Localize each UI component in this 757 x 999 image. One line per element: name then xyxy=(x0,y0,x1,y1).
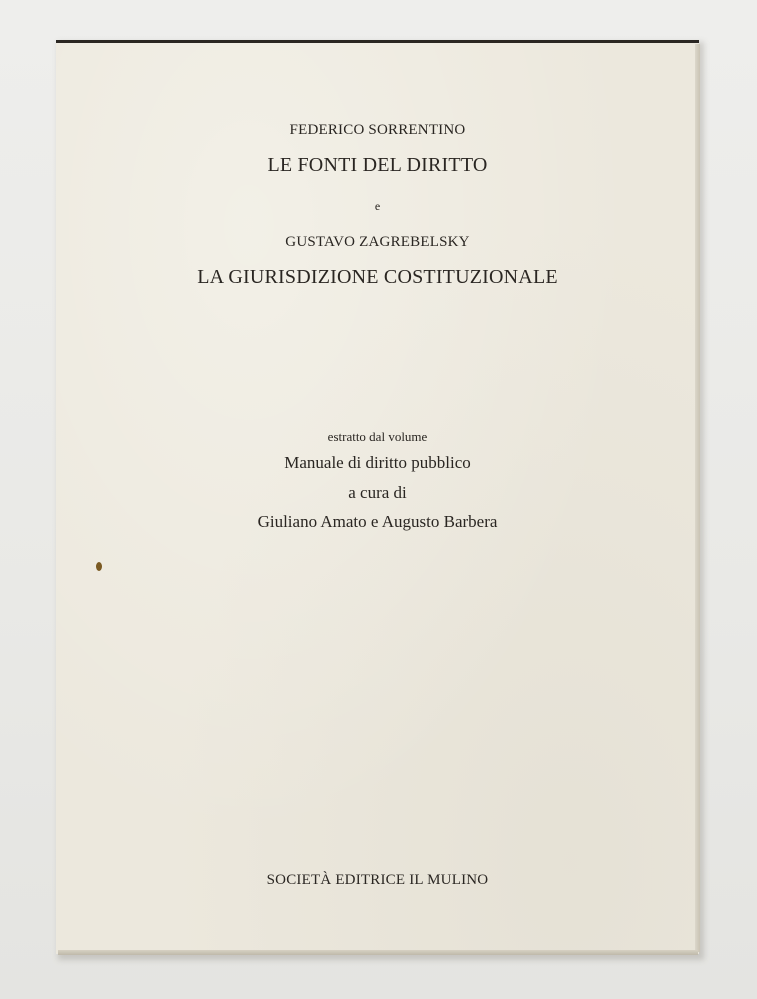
foxing-spot xyxy=(96,562,102,571)
volume-title: Manuale di diritto pubblico xyxy=(284,453,471,472)
title-la-giurisdizione-costituzionale: LA GIURISDIZIONE COSTITUZIONALE xyxy=(197,266,558,288)
editors-names: Giuliano Amato e Augusto Barbera xyxy=(257,512,498,531)
editors-prefix: a cura di xyxy=(348,483,407,502)
publisher-name: SOCIETÀ EDITRICE IL MULINO xyxy=(266,872,489,888)
conjunction-e: e xyxy=(374,199,381,213)
author-zagrebelsky: GUSTAVO ZAGREBELSKY xyxy=(285,234,470,250)
author-sorrentino: FEDERICO SORRENTINO xyxy=(289,122,466,138)
title-le-fonti-del-diritto: LE FONTI DEL DIRITTO xyxy=(267,154,488,176)
cover-bottom-edge xyxy=(58,950,698,955)
extract-note: estratto dal volume xyxy=(327,429,428,444)
